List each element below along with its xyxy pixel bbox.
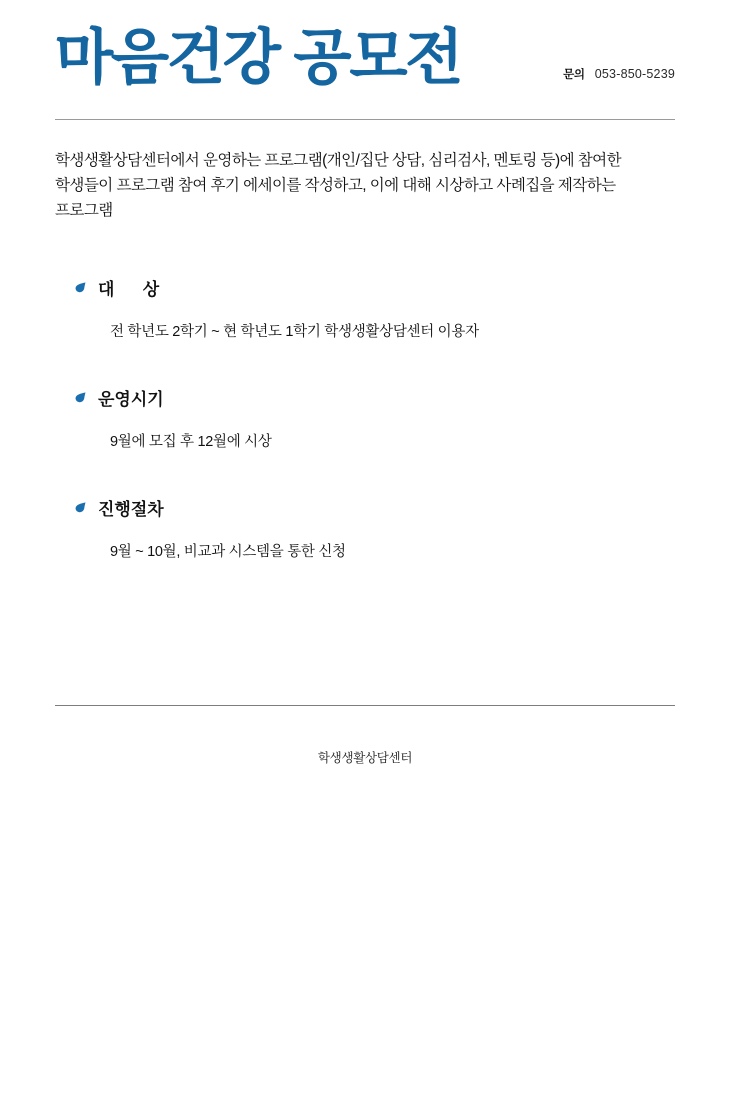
section-procedure [55,495,675,561]
section-body: 9월 ~ 10월, 비교과 시스템을 통한 신청 [110,544,346,561]
section-header [55,495,675,520]
header-divider [55,119,675,120]
section-header [55,275,675,300]
contact-label: 문의 [563,69,585,81]
section-schedule [55,385,675,451]
section-title: 대 상 [98,280,160,300]
section-body: 전 학년도 2학기 ~ 현 학년도 1학기 학생생활상담센터 이용자 [110,324,479,341]
footer-organization: 학생생활상담센터 [317,751,413,765]
program-description: 학생생활상담센터에서 운영하는 프로그램(개인/집단 상담, 심리검사, 멘토링 등)에 참여한 학생들이 프로그램 참여 후기 에세이를 작성하고, 이에 대해 시상하고 사례집을 제작하는 프로그램 [55,152,622,220]
section-title: 운영시기 [98,390,164,410]
section-target [55,275,675,341]
section-list [55,275,675,561]
title-row [55,24,675,91]
contact-info [563,66,675,88]
footer-divider [55,705,675,706]
page-title: 마음건강 공모전 [55,24,462,91]
teardrop-bullet-icon [75,502,86,513]
teardrop-bullet-icon [75,392,86,403]
section-header [55,385,675,410]
teardrop-bullet-icon [75,282,86,293]
section-body: 9월에 모집 후 12월에 시상 [110,434,272,451]
section-title: 진행절차 [98,500,164,520]
poster-header [55,0,675,120]
contact-phone-number: 053-850-5239 [594,67,675,81]
